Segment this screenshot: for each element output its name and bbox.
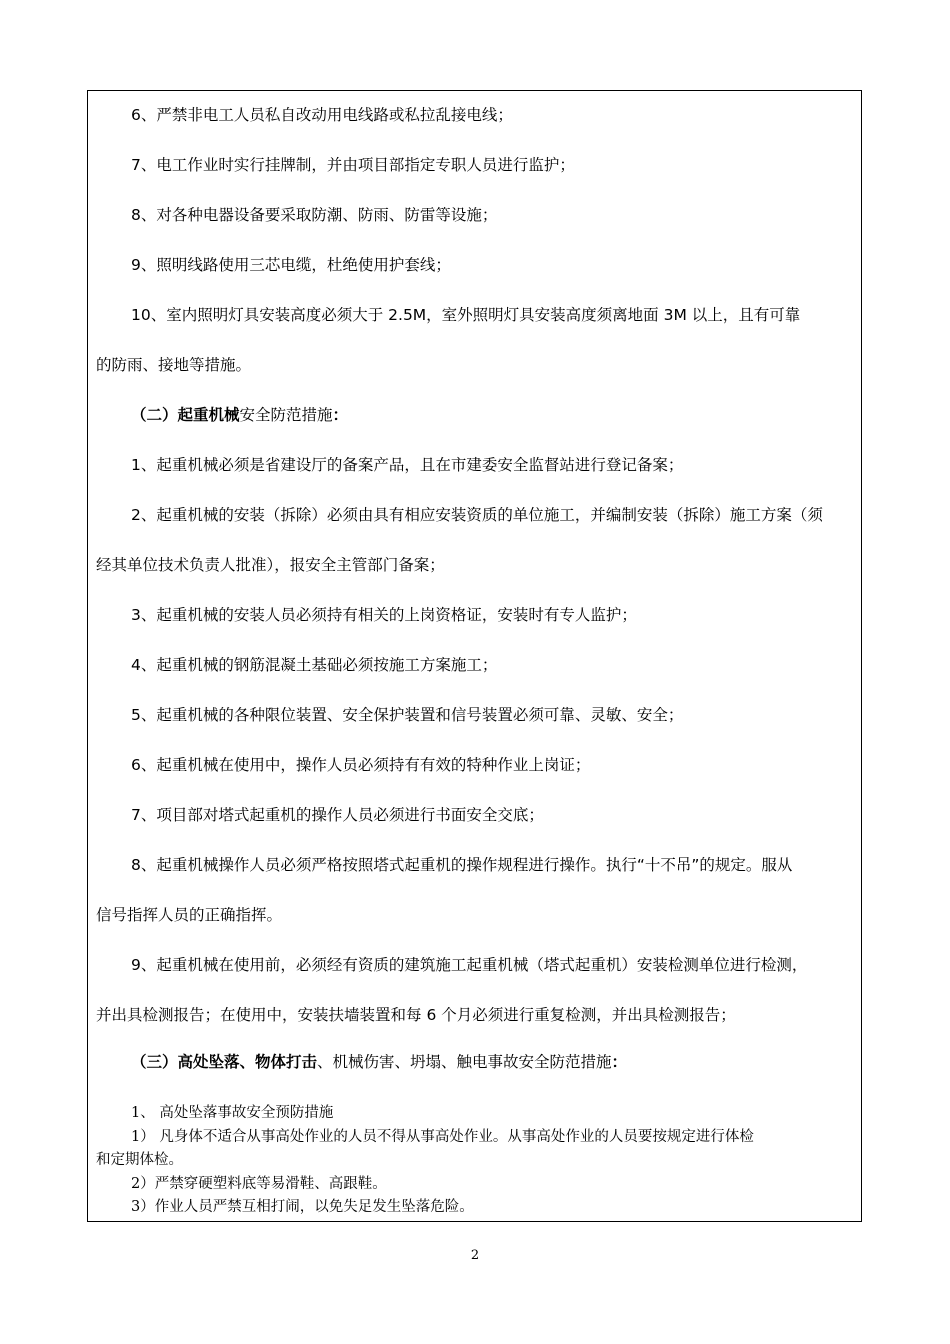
crane-item-3: 3、起重机械的安装人员必须持有相关的上岗资格证，安装时有专人监护； xyxy=(131,606,637,624)
crane-item-7: 7、项目部对塔式起重机的操作人员必须进行书面安全交底； xyxy=(131,806,544,824)
crane-item-9-b: 建筑施工起重机械（塔式起重机）安装检测单位进行检测， xyxy=(404,956,808,974)
section2-heading-end: ： xyxy=(332,406,349,424)
crane-item-1: 1、起重机械必须是省建设厅的备案产品，且在市建委安全监督站进行登记备案； xyxy=(131,456,684,474)
section3-heading-end: ： xyxy=(611,1053,628,1071)
fall-prevention-title: 1、 高处坠落事故安全预防措施 xyxy=(131,1105,334,1121)
section3-heading xyxy=(131,1050,895,1074)
clause-10-cont: 的防雨、接地等措施。 xyxy=(96,356,252,374)
crane-item-6: 6、起重机械在使用中，操作人员必须持有有效的特种作业上岗证； xyxy=(131,756,591,774)
crane-item-9 xyxy=(131,953,895,977)
fall-measure-1-cont: 和定期体检。 xyxy=(96,1152,183,1168)
fall-measure-3: 3）作业人员严禁互相打闹，以免失足发生坠落危险。 xyxy=(131,1199,474,1215)
section2-heading-normal: 安全防范措施 xyxy=(239,406,333,424)
clause-8: 8、对各种电器设备要采取防潮、防雨、防雷等设施； xyxy=(131,206,498,224)
page-number: 2 xyxy=(470,1248,480,1263)
crane-item-9-e: 进行重复检测，并出具检测报告； xyxy=(503,1006,736,1024)
fall-measure-1: 1） 凡身体不适合从事高处作业的人员不得从事高处作业。从事高处作业的人员要按规定进行体检 xyxy=(131,1129,754,1145)
crane-item-4: 4、起重机械的钢筋混凝土基础必须按施工方案施工； xyxy=(131,656,498,674)
clause-9: 9、照明线路使用三芯电缆，杜绝使用护套线； xyxy=(131,256,451,274)
crane-item-2: 2、起重机械的安装（拆除）必须由具有相应安装资质的单位施工，并编制安装（拆除）施工方案（须 xyxy=(131,506,823,524)
crane-item-9-cont xyxy=(96,1003,860,1027)
crane-item-8: 8、起重机械操作人员必须严格按照塔式起重机的操作规程进行操作。执行“十不吊”的规定。服从 xyxy=(131,856,793,874)
crane-item-9-a: 9、起重机械在使用前，必须经有资质的 xyxy=(131,956,405,974)
section2-heading xyxy=(131,403,895,427)
clause-10: 10、室内照明灯具安装高度必须大于 2.5M，室外照明灯具安装高度须离地面 3M 以上，且有可靠 xyxy=(131,306,801,324)
crane-item-2-cont: 经其单位技术负责人批准），报安全主管部门备案； xyxy=(96,556,445,574)
section3-heading-normal: 、机械伤害、坍塌、触电事故安全防范措施 xyxy=(317,1053,612,1071)
fall-measure-2: 2）严禁穿硬塑料底等易滑鞋、高跟鞋。 xyxy=(131,1176,387,1192)
clause-7: 7、电工作业时实行挂牌制，并由项目部指定专职人员进行监护； xyxy=(131,156,575,174)
crane-item-8-cont: 信号指挥人员的正确指挥。 xyxy=(96,906,283,924)
clause-6: 6、严禁非电工人员私自改动用电线路或私拉乱接电线； xyxy=(131,106,513,124)
crane-item-5: 5、起重机械的各种限位装置、安全保护装置和信号装置必须可靠、灵敏、安全； xyxy=(131,706,684,724)
crane-item-9-d: 在使用中，安装扶墙装置和每 6 个月必须 xyxy=(220,1006,504,1024)
crane-item-9-c: 并出具检测报告； xyxy=(96,1006,221,1024)
section3-heading-bold: （三）高处坠落、物体打击 xyxy=(131,1053,318,1071)
section2-heading-bold: （二）起重机械 xyxy=(131,406,240,424)
